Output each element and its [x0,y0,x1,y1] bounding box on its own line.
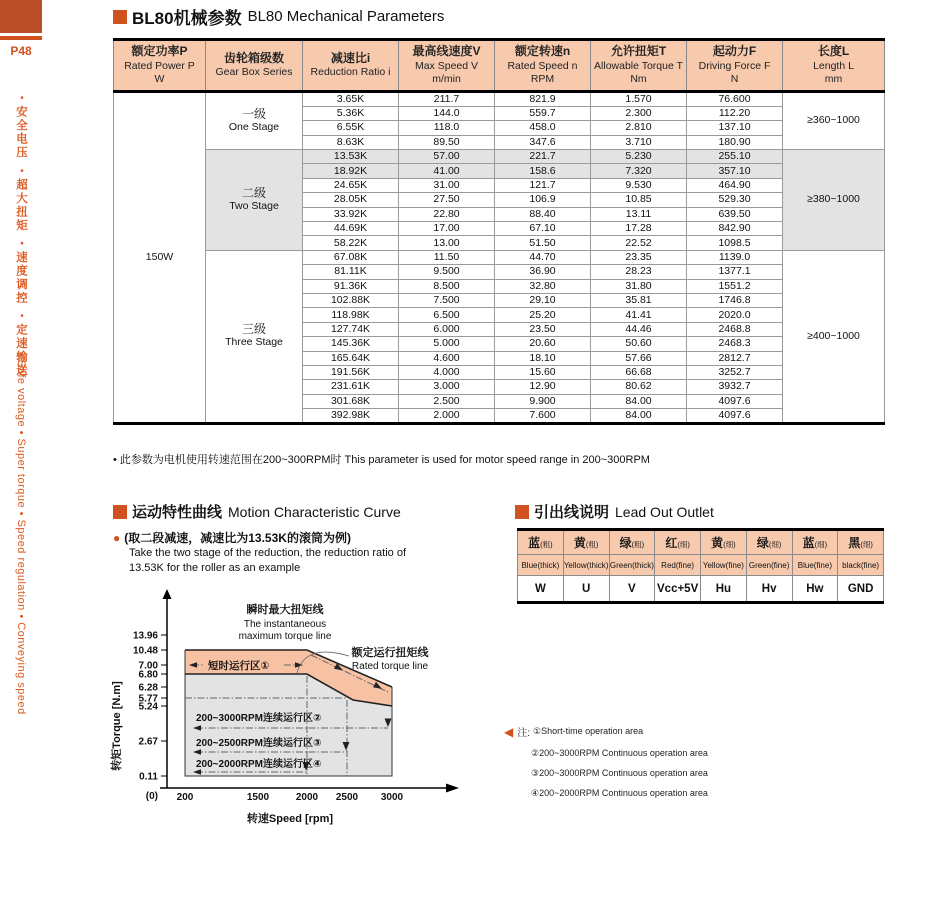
param-cell: 3.65K [303,91,399,106]
title-square-icon [113,505,127,519]
param-cell: 1.570 [591,91,687,106]
param-cell: 44.46 [591,322,687,336]
y-tick-label: 6.80 [138,669,158,681]
note-line-0: ①Short-time operation area [533,726,644,736]
sidebar-features-en: • Safe voltage • Super torque • Speed regulation • Conveying speed [15,352,27,715]
param-header-cell: 额定转速n Rated Speed n RPM [495,40,591,92]
param-cell: 33.92K [303,207,399,221]
param-cell: 23.50 [495,322,591,336]
param-cell: 106.9 [495,193,591,207]
param-cell: 18.92K [303,164,399,178]
note-line-1: ②200~3000RPM Continuous operation area [531,748,708,758]
inst-label-cn: 瞬时最大扭矩线 [246,604,324,616]
param-cell: 25.20 [495,308,591,322]
param-cell: 1377.1 [687,265,783,279]
param-cell: 2.500 [399,394,495,408]
param-cell: 464.90 [687,178,783,192]
curve-example-cn: ● (取二段减速，减速比为13.53K的滚筒为例) [113,531,351,545]
param-cell: 137.10 [687,121,783,135]
params-note: • 此参数为电机使用转速范围在200~300RPM时 This parameter is used for motor speed range in 200~300RPM [113,454,650,466]
param-cell: 1139.0 [687,250,783,264]
length-cell: ≥360~1000 [783,91,885,149]
param-cell: 118.98K [303,308,399,322]
param-cell: 255.10 [687,150,783,164]
motion-curve-chart-wrap [100,586,480,841]
params-title-cn: BL80机械参数 [132,9,242,28]
param-cell: 102.88K [303,293,399,307]
param-cell: 9.500 [399,265,495,279]
param-cell: 24.65K [303,178,399,192]
motion-curve-chart [100,586,480,836]
y-tick-label: 6.28 [138,682,158,694]
param-cell: 458.0 [495,121,591,135]
wire-signal-cell: GND [838,576,884,603]
y-axis-arrow-icon [163,589,172,599]
param-cell: 28.05K [303,193,399,207]
param-row [114,91,885,106]
param-cell: 357.10 [687,164,783,178]
param-cell: 66.68 [591,365,687,379]
param-cell: 67.08K [303,250,399,264]
sidebar-corner-block [0,0,42,33]
param-cell: 29.10 [495,293,591,307]
wire-color-cn-cell: 黄(细) [701,530,747,555]
curve-title-en: Motion Characteristic Curve [228,503,401,520]
x-tick-label: 1500 [246,792,270,803]
param-header-cell: 齿轮箱级数 Gear Box Series [206,40,303,92]
wire-color-en-cell: Yellow(thick) [563,555,609,576]
param-cell: 559.7 [495,106,591,120]
param-cell: 5.000 [399,337,495,351]
param-header-cell: 长度L Length L mm [783,40,885,92]
param-cell: 22.80 [399,207,495,221]
origin-label: (0) [145,791,158,802]
param-cell: 51.50 [495,236,591,250]
param-cell: 3932.7 [687,380,783,394]
param-cell: 180.90 [687,135,783,149]
param-cell: 5.230 [591,150,687,164]
param-cell: 529.30 [687,193,783,207]
wire-color-cn-cell: 黄(粗) [563,530,609,555]
bullet-dot-icon: ● [113,531,121,545]
lead-notes [504,724,708,799]
param-cell: 11.50 [399,250,495,264]
leadout-table [517,528,884,604]
rated-power-cell: 150W [114,91,206,423]
param-cell: 28.23 [591,265,687,279]
param-cell: 89.50 [399,135,495,149]
param-cell: 36.90 [495,265,591,279]
param-cell: 3252.7 [687,365,783,379]
params-table-body [114,91,885,423]
param-cell: 4097.6 [687,409,783,424]
param-cell: 4.600 [399,351,495,365]
sidebar-features-cn: ・安全电压 ・超大扭矩 ・速度调控 ・定速输送 [15,92,27,378]
param-cell: 41.41 [591,308,687,322]
leadout-section-title [515,501,714,522]
param-cell: 35.81 [591,293,687,307]
param-cell: 9.900 [495,394,591,408]
param-cell: 8.500 [399,279,495,293]
param-cell: 3.710 [591,135,687,149]
param-cell: 44.69K [303,222,399,236]
curve-example [113,529,473,576]
wire-color-cn-cell: 绿(细) [746,530,792,555]
param-cell: 17.00 [399,222,495,236]
param-header-cell: 额定功率P Rated Power P W [114,40,206,92]
param-cell: 13.11 [591,207,687,221]
y-tick-label: 7.00 [138,660,158,672]
y-tick-label: 10.48 [132,645,158,657]
params-section-title [113,4,444,29]
param-cell: 27.50 [399,193,495,207]
param-cell: 7.500 [399,293,495,307]
zone3-label: 200~2500RPM连续运行区③ [196,738,322,749]
param-cell: 1098.5 [687,236,783,250]
inst-label-en1: The instantaneous [243,619,327,630]
curve-example-en1: Take the two stage of the reduction, the reduction ratio of [129,547,407,559]
wire-color-cn-cell: 黑(细) [838,530,884,555]
x-tick-label: 2500 [335,792,359,803]
y-tick-label: 2.67 [138,736,158,748]
param-cell: 8.63K [303,135,399,149]
lead-row-cn [518,530,884,555]
wire-color-cn-cell: 蓝(粗) [518,530,564,555]
param-cell: 57.00 [399,150,495,164]
param-cell: 84.00 [591,409,687,424]
param-cell: 842.90 [687,222,783,236]
param-cell: 23.35 [591,250,687,264]
param-cell: 84.00 [591,394,687,408]
x-tick-label: 200 [176,792,194,803]
param-cell: 9.530 [591,178,687,192]
param-cell: 118.0 [399,121,495,135]
param-cell: 2468.3 [687,337,783,351]
wire-signal-cell: V [609,576,655,603]
param-cell: 821.9 [495,91,591,106]
param-cell: 6.000 [399,322,495,336]
param-cell: 57.66 [591,351,687,365]
param-cell: 231.61K [303,380,399,394]
param-cell: 6.500 [399,308,495,322]
param-cell: 22.52 [591,236,687,250]
note-line-3: ④200~2000RPM Continuous operation area [531,788,708,798]
param-cell: 639.50 [687,207,783,221]
x-tick-label: 2000 [295,792,319,803]
param-cell: 44.70 [495,250,591,264]
x-tick-label: 3000 [380,792,404,803]
param-cell: 41.00 [399,164,495,178]
param-cell: 392.98K [303,409,399,424]
param-cell: 2468.8 [687,322,783,336]
param-cell: 191.56K [303,365,399,379]
param-cell: 32.80 [495,279,591,293]
wire-color-en-cell: Blue(thick) [518,555,564,576]
param-cell: 31.00 [399,178,495,192]
param-cell: 1746.8 [687,293,783,307]
zone2-label: 200~3000RPM连续运行区② [196,713,322,724]
wire-signal-cell: W [518,576,564,603]
y-tick-label: 0.11 [139,771,158,783]
param-cell: 76.600 [687,91,783,106]
wire-color-en-cell: Green(fine) [746,555,792,576]
y-tick-label: 13.96 [132,630,158,642]
wire-color-en-cell: Blue(fine) [792,555,838,576]
param-cell: 2.810 [591,121,687,135]
inst-label-en2: maximum torque line [238,631,332,642]
params-title-en: BL80 Mechanical Parameters [247,8,445,25]
wire-color-en-cell: Red(fine) [655,555,701,576]
param-cell: 18.10 [495,351,591,365]
leadout-title-en: Lead Out Outlet [615,503,714,520]
length-cell: ≥400~1000 [783,250,885,423]
param-cell: 67.10 [495,222,591,236]
rated-label-en: Rated torque line [351,661,429,672]
param-cell: 158.6 [495,164,591,178]
param-cell: 165.64K [303,351,399,365]
param-cell: 121.7 [495,178,591,192]
param-cell: 58.22K [303,236,399,250]
note-line-2: ③200~3000RPM Continuous operation area [531,768,708,778]
param-cell: 12.90 [495,380,591,394]
param-cell: 221.7 [495,150,591,164]
param-cell: 6.55K [303,121,399,135]
param-cell: 88.40 [495,207,591,221]
param-cell: 80.62 [591,380,687,394]
param-cell: 91.36K [303,279,399,293]
wire-color-en-cell: Yellow(fine) [701,555,747,576]
title-square-icon [515,505,529,519]
wire-signal-cell: Vcc+5V [655,576,701,603]
wire-signal-cell: U [563,576,609,603]
zone1-label: 短时运行区① [208,660,270,672]
param-cell: 211.7 [399,91,495,106]
param-cell: 13.53K [303,150,399,164]
param-cell: 2.300 [591,106,687,120]
param-cell: 145.36K [303,337,399,351]
leadout-table-wrap [517,528,884,604]
notes-label: 注: [517,728,531,739]
params-table-wrap [113,38,884,425]
x-axis-arrow-icon [446,784,459,793]
zone4-label: 200~2000RPM连续运行区④ [196,759,322,770]
params-header-row [114,40,885,92]
y-tick-label: 5.77 [138,693,158,705]
page-number: P48 [10,44,32,58]
param-cell: 1551.2 [687,279,783,293]
sidebar-rule [0,36,42,40]
length-cell: ≥380~1000 [783,150,885,251]
gearbox-stage-cell: 一级 One Stage [206,91,303,149]
param-cell: 2.000 [399,409,495,424]
title-square-icon [113,10,127,24]
param-row [114,150,885,164]
rated-label-cn: 额定运行扭矩线 [351,647,429,659]
param-cell: 10.85 [591,193,687,207]
y-tick-label: 5.24 [138,701,158,713]
y-axis-label: 转矩Torque [N.m] [111,681,123,771]
param-cell: 7.320 [591,164,687,178]
param-cell: 301.68K [303,394,399,408]
curve-title-cn: 运动特性曲线 [132,504,223,521]
wire-color-cn-cell: 红(细) [655,530,701,555]
lead-row-en [518,555,884,576]
param-cell: 3.000 [399,380,495,394]
param-cell: 127.74K [303,322,399,336]
wire-color-cn-cell: 蓝(细) [792,530,838,555]
curve-section-title [113,501,401,522]
param-header-cell: 允许扭矩T Allowable Torque T Nm [591,40,687,92]
param-cell: 2020.0 [687,308,783,322]
lead-row-signal [518,576,884,603]
param-cell: 4097.6 [687,394,783,408]
param-cell: 5.36K [303,106,399,120]
curve-example-en2: 13.53K for the roller as an example [129,562,301,574]
param-cell: 13.00 [399,236,495,250]
wire-color-en-cell: black(fine) [838,555,884,576]
leadout-title-cn: 引出线说明 [534,504,610,521]
wire-color-en-cell: Green(thick) [609,555,655,576]
x-axis-label: 转速Speed [rpm] [246,813,334,825]
param-cell: 347.6 [495,135,591,149]
param-cell: 144.0 [399,106,495,120]
param-cell: 31.80 [591,279,687,293]
param-cell: 112.20 [687,106,783,120]
param-cell: 2812.7 [687,351,783,365]
params-table [113,38,885,425]
param-cell: 20.60 [495,337,591,351]
param-cell: 4.000 [399,365,495,379]
wire-signal-cell: Hw [792,576,838,603]
gearbox-stage-cell: 二级 Two Stage [206,150,303,251]
param-header-cell: 起动力F Driving Force F N [687,40,783,92]
param-cell: 15.60 [495,365,591,379]
y-axis-ticks [161,635,167,776]
param-cell: 81.11K [303,265,399,279]
param-header-cell: 最高线速度V Max Speed V m/min [399,40,495,92]
wire-signal-cell: Hv [746,576,792,603]
gearbox-stage-cell: 三级 Three Stage [206,250,303,423]
wire-color-cn-cell: 绿(粗) [609,530,655,555]
param-header-cell: 减速比i Reduction Ratio i [303,40,399,92]
param-cell: 17.28 [591,222,687,236]
notes-marker-icon: ◀ [504,724,514,739]
param-row [114,250,885,264]
param-cell: 50.60 [591,337,687,351]
param-cell: 7.600 [495,409,591,424]
wire-signal-cell: Hu [701,576,747,603]
